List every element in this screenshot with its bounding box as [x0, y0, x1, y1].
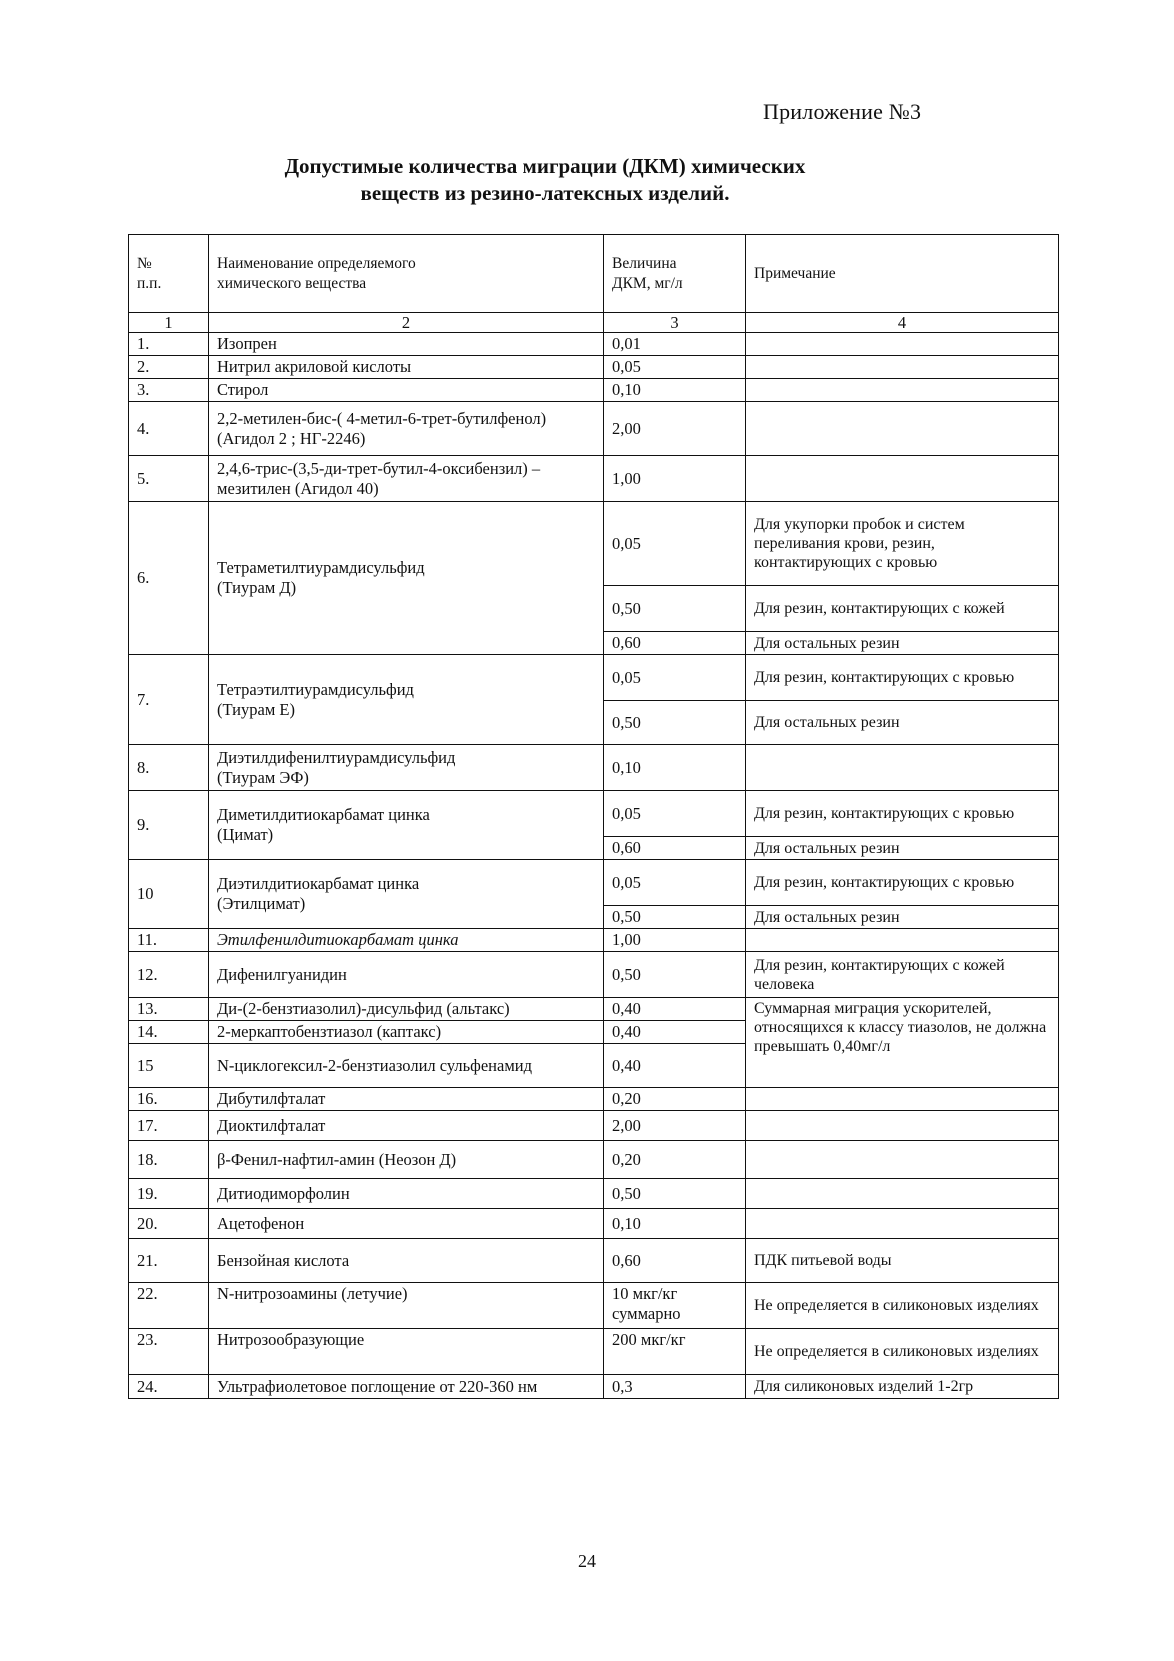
row-num: 22.: [129, 1283, 209, 1329]
table-row: [129, 745, 1059, 791]
row-value: 2,00: [604, 1111, 746, 1141]
table-row: [129, 1111, 1059, 1141]
row-value: 1,00: [604, 456, 746, 502]
column-number-row: [129, 313, 1059, 333]
table-row: [129, 929, 1059, 952]
row-num: 8.: [129, 745, 209, 791]
column-number: 1: [129, 313, 209, 333]
column-number: 3: [604, 313, 746, 333]
row-value: 0,20: [604, 1088, 746, 1111]
table-row: [129, 1088, 1059, 1111]
row-num: 13.: [129, 998, 209, 1021]
row-value: 0,50: [604, 1179, 746, 1209]
table-row: [129, 1239, 1059, 1283]
header-note: Примечание: [746, 235, 1059, 313]
row-note: [746, 1141, 1059, 1179]
row-note: [746, 1209, 1059, 1239]
row-num: 4.: [129, 402, 209, 456]
row-value: 0,40: [604, 998, 746, 1021]
row-substance: Диоктилфталат: [209, 1111, 604, 1141]
table-row: [129, 456, 1059, 502]
row-num: 11.: [129, 929, 209, 952]
row-note: Для укупорки пробок и систем переливания крови, резин, контактирующих с кровью: [746, 502, 1059, 586]
row-value: 1,00: [604, 929, 746, 952]
row-note: Для остальных резин: [746, 906, 1059, 929]
row-substance: Нитрозообразующие: [209, 1329, 604, 1375]
title-line-2: веществ из резино-латексных изделий.: [360, 181, 730, 205]
row-substance: Ультрафиолетовое поглощение от 220-360 нм: [209, 1375, 604, 1399]
header-value: Величина ДКМ, мг/л: [604, 235, 746, 313]
row-num: 24.: [129, 1375, 209, 1399]
row-substance: Диметилдитиокарбамат цинка (Цимат): [209, 791, 604, 860]
row-substance: Дибутилфталат: [209, 1088, 604, 1111]
row-value: 0,10: [604, 1209, 746, 1239]
row-value: 0,3: [604, 1375, 746, 1399]
table-row: [129, 1283, 1059, 1329]
row-note: Для резин, контактирующих с кожей человека: [746, 952, 1059, 998]
row-note: Для резин, контактирующих с кровью: [746, 791, 1059, 837]
table-row: [129, 1179, 1059, 1209]
row-note: Для резин, контактирующих с кровью: [746, 860, 1059, 906]
row-substance: β-Фенил-нафтил-амин (Неозон Д): [209, 1141, 604, 1179]
row-num: 6.: [129, 502, 209, 655]
row-value: 0,50: [604, 586, 746, 632]
table-row: [129, 502, 1059, 586]
column-number: 2: [209, 313, 604, 333]
row-note: Для остальных резин: [746, 701, 1059, 745]
header-num: № п.п.: [129, 235, 209, 313]
row-value: 0,01: [604, 333, 746, 356]
row-value: 10 мкг/кг суммарно: [604, 1283, 746, 1329]
row-value: 0,20: [604, 1141, 746, 1179]
row-substance: Тетраэтилтиурамдисульфид (Тиурам Е): [209, 655, 604, 745]
table-row: [129, 655, 1059, 701]
row-value: 0,60: [604, 632, 746, 655]
row-substance: Диэтилдитиокарбамат цинка (Этилцимат): [209, 860, 604, 929]
row-substance: Дитиодиморфолин: [209, 1179, 604, 1209]
row-note: [746, 745, 1059, 791]
row-note: Для резин, контактирующих с кожей: [746, 586, 1059, 632]
row-note: Для силиконовых изделий 1-2гр: [746, 1375, 1059, 1399]
row-value: 200 мкг/кг: [604, 1329, 746, 1375]
row-substance: Стирол: [209, 379, 604, 402]
row-value: 0,05: [604, 356, 746, 379]
row-num: 3.: [129, 379, 209, 402]
row-substance: Ди-(2-бензтиазолил)-дисульфид (альтакс): [209, 998, 604, 1021]
row-value: 0,50: [604, 906, 746, 929]
row-note: Для остальных резин: [746, 632, 1059, 655]
row-note: [746, 402, 1059, 456]
row-value: 0,05: [604, 655, 746, 701]
table-header-row: [129, 235, 1059, 313]
row-substance: Нитрил акриловой кислоты: [209, 356, 604, 379]
table-row: [129, 952, 1059, 998]
row-num: 19.: [129, 1179, 209, 1209]
row-note: [746, 456, 1059, 502]
row-num: 10: [129, 860, 209, 929]
row-num: 14.: [129, 1021, 209, 1044]
row-substance: Диэтилдифенилтиурамдисульфид (Тиурам ЭФ): [209, 745, 604, 791]
row-num: 18.: [129, 1141, 209, 1179]
table-row: [129, 379, 1059, 402]
column-number: 4: [746, 313, 1059, 333]
row-num: 23.: [129, 1329, 209, 1375]
table-row: [129, 333, 1059, 356]
table-row: [129, 791, 1059, 837]
row-value: 0,40: [604, 1044, 746, 1088]
row-value: 0,05: [604, 860, 746, 906]
row-num: 5.: [129, 456, 209, 502]
row-num: 7.: [129, 655, 209, 745]
row-num: 21.: [129, 1239, 209, 1283]
row-note: [746, 1179, 1059, 1209]
row-substance: 2,4,6-трис-(3,5-ди-трет-бутил-4-оксибензил) – мезитилен (Агидол 40): [209, 456, 604, 502]
row-substance: Дифенилгуанидин: [209, 952, 604, 998]
row-note: [746, 356, 1059, 379]
page-number: 24: [578, 1551, 596, 1571]
header-name: Наименование определяемого химического вещества: [209, 235, 604, 313]
row-note: Для резин, контактирующих с кровью: [746, 655, 1059, 701]
table-row: [129, 1209, 1059, 1239]
table-row: [129, 1329, 1059, 1375]
row-substance: 2,2-метилен-бис-( 4-метил-6-трет-бутилфенол) (Агидол 2 ; НГ-2246): [209, 402, 604, 456]
row-num: 1.: [129, 333, 209, 356]
row-substance: Бензойная кислота: [209, 1239, 604, 1283]
table-row: [129, 1375, 1059, 1399]
appendix-label: Приложение №3: [763, 99, 922, 124]
row-note: Суммарная миграция ускорителей, относящихся к классу тиазолов, не должна превышать 0,40мг/л: [746, 998, 1059, 1088]
row-note: [746, 1111, 1059, 1141]
row-value: 0,40: [604, 1021, 746, 1044]
document-title: [200, 153, 890, 207]
row-value: 0,50: [604, 952, 746, 998]
row-substance: N-циклогексил-2-бензтиазолил сульфенамид: [209, 1044, 604, 1088]
dkm-table: [128, 234, 1059, 1399]
table-row: [129, 998, 1059, 1021]
table-row: [129, 402, 1059, 456]
row-num: 17.: [129, 1111, 209, 1141]
row-num: 20.: [129, 1209, 209, 1239]
row-value: 0,60: [604, 1239, 746, 1283]
row-substance: Изопрен: [209, 333, 604, 356]
row-value: 0,10: [604, 379, 746, 402]
row-substance: Тетраметилтиурамдисульфид (Тиурам Д): [209, 502, 604, 655]
row-value: 0,05: [604, 791, 746, 837]
row-substance: N-нитрозоамины (летучие): [209, 1283, 604, 1329]
row-note: Не определяется в силиконовых изделиях: [746, 1329, 1059, 1375]
row-note: Для остальных резин: [746, 837, 1059, 860]
title-line-1: Допустимые количества миграции (ДКМ) химических: [284, 154, 806, 178]
row-value: 0,50: [604, 701, 746, 745]
row-note: [746, 333, 1059, 356]
table-row: [129, 1141, 1059, 1179]
row-note: [746, 929, 1059, 952]
row-value: 0,10: [604, 745, 746, 791]
row-value: 0,05: [604, 502, 746, 586]
row-num: 16.: [129, 1088, 209, 1111]
row-note: ПДК питьевой воды: [746, 1239, 1059, 1283]
row-num: 9.: [129, 791, 209, 860]
row-substance: Этилфенилдитиокарбамат цинка: [209, 929, 604, 952]
row-substance: 2-меркаптобензтиазол (каптакс): [209, 1021, 604, 1044]
table-row: [129, 860, 1059, 906]
row-num: 12.: [129, 952, 209, 998]
row-note: [746, 379, 1059, 402]
row-note: Не определяется в силиконовых изделиях: [746, 1283, 1059, 1329]
row-value: 2,00: [604, 402, 746, 456]
row-substance: Ацетофенон: [209, 1209, 604, 1239]
row-num: 2.: [129, 356, 209, 379]
row-note: [746, 1088, 1059, 1111]
row-num: 15: [129, 1044, 209, 1088]
table-row: [129, 356, 1059, 379]
row-value: 0,60: [604, 837, 746, 860]
